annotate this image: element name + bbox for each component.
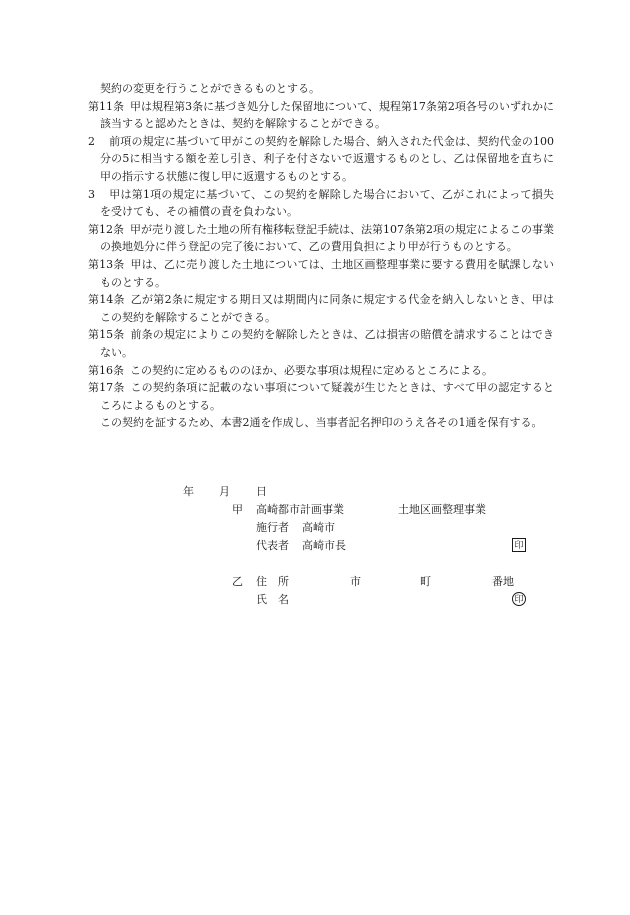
- clause-number: 第14条: [88, 293, 125, 307]
- party-a-label: 甲: [232, 503, 243, 516]
- party-b-name-label: 氏 名: [256, 593, 289, 606]
- party-b-city: 市: [350, 575, 361, 588]
- contract-body: [88, 80, 554, 432]
- clause-continuation: [88, 80, 554, 98]
- clause-number: 第16条: [88, 363, 124, 377]
- clause-14: [88, 291, 554, 326]
- clause-number: 2: [88, 134, 95, 148]
- clause-text: この契約条項に記載のない事項について疑義が生じたときは、すべて甲の認定するところによるものとする。: [100, 381, 554, 412]
- closing-statement: [88, 414, 554, 432]
- party-a-rep: 高崎市長: [302, 539, 346, 552]
- party-a-operator-label: 施行者: [256, 521, 289, 534]
- clause-number: 第13条: [88, 257, 125, 271]
- clause-11-2: [88, 133, 554, 186]
- party-a-operator: 高崎市: [302, 521, 335, 534]
- clause-11-3: [88, 186, 554, 221]
- clause-text: 甲は規程第3条に基づき処分した保留地について、規程第17条第2項各号のいずれかに該当すると認めたときは、契約を解除することができる。: [100, 99, 554, 131]
- clause-text: 甲は第1項の規定に基づいて、この契約を解除した場合において、乙がこれによって損失を受けても、その補償の責を負わない。: [100, 187, 554, 219]
- clause-number: 3: [88, 187, 95, 201]
- clause-text: 甲は、乙に売り渡した土地については、土地区画整理事業に要する費用を賦課しないものとする。: [100, 257, 554, 289]
- party-b-label: 乙: [232, 575, 243, 588]
- clause-15: [88, 326, 554, 361]
- party-a-project: 高崎都市計画事業: [256, 503, 344, 516]
- clause-number: 第15条: [88, 328, 125, 342]
- party-b-town: 町: [420, 575, 431, 588]
- party-b-seal: 印: [512, 592, 526, 606]
- party-b-address-label: 住 所: [256, 575, 289, 588]
- clause-number: 第17条: [88, 381, 125, 395]
- clause-text: 契約の変更を行うことができるものとする。: [100, 82, 320, 95]
- clause-17: [88, 379, 554, 414]
- clause-text: この契約に定めるもののほか、必要な事項は規程に定めるところによる。: [130, 363, 493, 377]
- clause-13: [88, 256, 554, 291]
- clause-number: 第11条: [88, 99, 125, 113]
- party-a-seal: 印: [512, 538, 526, 552]
- date-year-label: 年: [183, 485, 194, 498]
- date-day-label: 日: [256, 485, 267, 498]
- party-b-lot: 番地: [492, 575, 514, 588]
- clause-text: 前条の規定によりこの契約を解除したときは、乙は損害の賠償を請求することはできない。: [100, 328, 555, 359]
- clause-text: 甲が売り渡した土地の所有権移転登記手続は、法第107条第2項の規定によるこの事業の換地処分に伴う登記の完了後において、乙の費用負担により甲が行うものとする。: [100, 222, 554, 254]
- party-a-project-type: 土地区画整理事業: [398, 503, 486, 516]
- clause-16: [88, 362, 554, 380]
- clause-text: この契約を証するため、本書2通を作成し、当事者記名押印のうえ各その1通を保有する。: [100, 416, 543, 430]
- clause-text: 前項の規定に基づいて甲がこの契約を解除した場合、納入された代金は、契約代金の100分の5に相当する額を差し引き、利子を付さないで返還するものとし、乙は保留地を直ちに甲の指示する状態に復し甲に返還するものとする。: [100, 134, 554, 183]
- date-month-label: 月: [219, 485, 230, 498]
- clause-text: 乙が第2条に規定する期日又は期間内に同条に規定する代金を納入しないとき、甲はこの契約を解除することができる。: [100, 293, 554, 324]
- clause-11: [88, 98, 554, 133]
- clause-number: 第12条: [88, 222, 124, 236]
- party-a-rep-label: 代表者: [256, 539, 289, 552]
- clause-12: [88, 221, 554, 256]
